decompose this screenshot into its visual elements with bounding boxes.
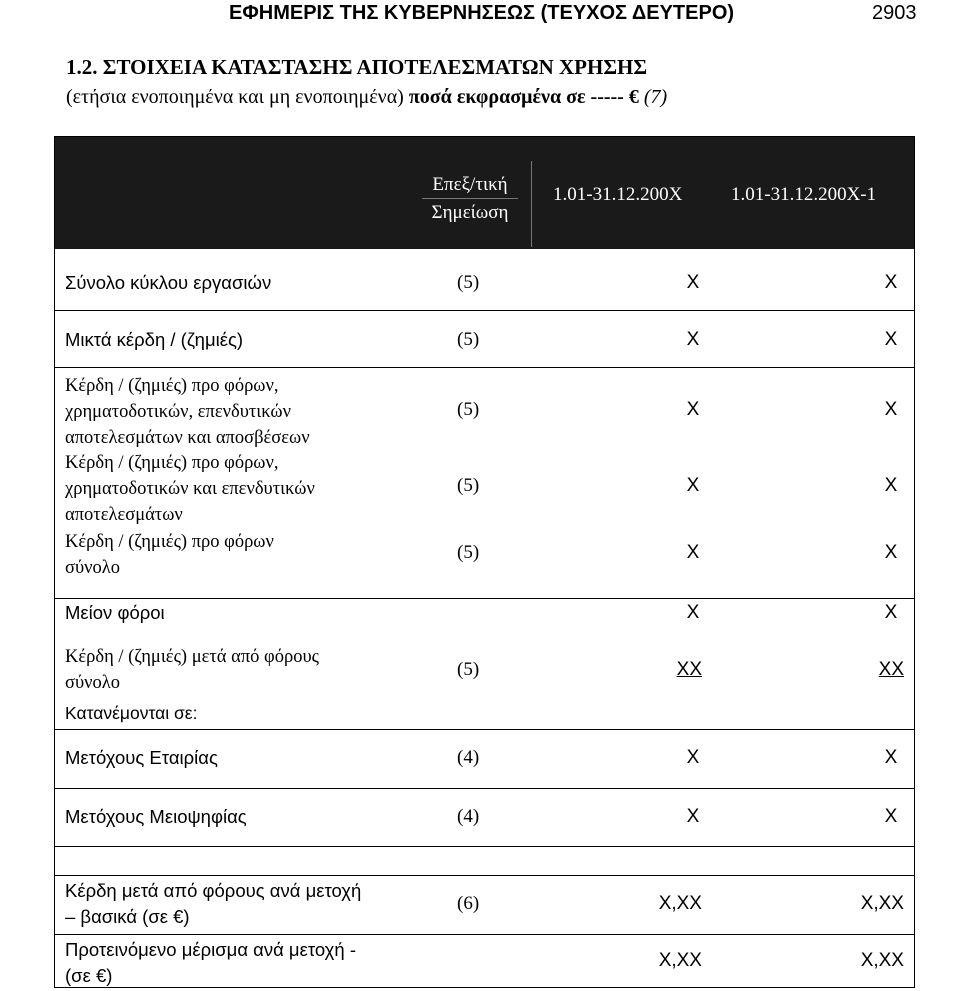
row-label (65, 644, 319, 696)
row-value-previous: Χ (884, 542, 898, 563)
row-value-current: Χ (686, 747, 700, 768)
row-note: (5) (457, 329, 480, 350)
row-label-line: Κέρδη / (ζημιές) μετά από φόρους (65, 647, 319, 667)
row-value-previous: Χ (884, 272, 898, 293)
row-note: (5) (457, 475, 480, 496)
row-value-current: Χ (686, 399, 700, 420)
row-divider (55, 729, 914, 730)
row-value-current: Χ (686, 806, 700, 827)
income-statement-table (54, 136, 915, 988)
row-value-previous: Χ (884, 806, 898, 827)
page-number: 2903 (872, 2, 917, 24)
row-sublabel: Κατανέμονται σε: (65, 703, 198, 723)
row-label-line: σύνολο (65, 558, 120, 578)
row-value-previous: Χ,ΧΧ (860, 893, 904, 914)
row-value-current: ΧΧ (676, 659, 702, 680)
row-label (65, 878, 361, 930)
section-subtitle (66, 86, 667, 109)
row-label-line: σύνολο (65, 673, 120, 693)
row-value-current: Χ (686, 602, 700, 623)
row-label-line: Κέρδη / (ζημιές) προ φόρων, (65, 376, 279, 396)
row-note: (4) (457, 806, 480, 827)
row-label-line: Κέρδη / (ζημιές) προ φόρων, (65, 453, 279, 473)
row-label-line: Κέρδη / (ζημιές) προ φόρων (65, 532, 274, 552)
header-note-line2: Σημείωση (431, 202, 509, 223)
row-value-previous: Χ (884, 475, 898, 496)
row-label (65, 529, 274, 581)
row-value-current: Χ (686, 475, 700, 496)
row-note: (6) (457, 893, 480, 914)
row-value-previous: ΧΧ (878, 659, 904, 680)
row-label-line: – βασικά (σε €) (65, 906, 190, 927)
header-period-previous: 1.01-31.12.200Χ-1 (731, 184, 877, 205)
header-note-column (422, 171, 518, 226)
section-title: 1.2. ΣΤΟΙΧΕΙΑ ΚΑΤΑΣΤΑΣΗΣ ΑΠΟΤΕΛΕΣΜΑΤΩΝ ΧΡΗΣΗΣ (66, 55, 648, 79)
row-note: (5) (457, 542, 480, 563)
row-value-previous: Χ (884, 747, 898, 768)
row-label (65, 937, 356, 989)
row-label: Μετόχους Εταιρίας (65, 747, 218, 768)
row-label: Μετόχους Μειοψηφίας (65, 806, 247, 827)
row-label: Σύνολο κύκλου εργασιών (65, 272, 272, 293)
row-value-current: Χ (686, 272, 700, 293)
row-label-line: Κέρδη μετά από φόρους ανά μετοχή (65, 880, 362, 901)
row-label-line: (σε €) (65, 965, 113, 986)
row-note: (4) (457, 747, 480, 768)
row-value-current: Χ (686, 542, 700, 563)
row-label (65, 373, 310, 451)
row-value-current: Χ (686, 329, 700, 350)
row-label: Μείον φόροι (65, 602, 165, 623)
table-header (55, 137, 914, 249)
row-divider (55, 310, 914, 311)
row-value-current: Χ,ΧΧ (658, 893, 702, 914)
row-value-previous: Χ,ΧΧ (860, 950, 904, 971)
gazette-header (0, 2, 960, 30)
row-value-current: Χ,ΧΧ (658, 950, 702, 971)
row-label-line: αποτελεσμάτων (65, 505, 183, 525)
row-value-previous: Χ (884, 399, 898, 420)
row-divider (55, 367, 914, 368)
row-divider (55, 788, 914, 789)
row-divider (55, 846, 914, 847)
header-period-current: 1.01-31.12.200Χ (553, 184, 683, 205)
subtitle-currency: ποσά εκφρασμένα σε ----- € (403, 86, 639, 108)
row-divider (55, 598, 914, 599)
row-note: (5) (457, 272, 480, 293)
row-label-line: χρηματοδοτικών και επενδυτικών (65, 479, 315, 499)
subtitle-footnote: (7) (638, 86, 668, 108)
row-divider (55, 934, 914, 935)
row-label-line: Προτεινόμενο μέρισμα ανά μετοχή - (65, 939, 356, 960)
row-note: (5) (457, 399, 480, 420)
gazette-title: ΕΦΗΜΕΡΙΣ ΤΗΣ ΚΥΒΕΡΝΗΣΕΩΣ (ΤΕΥΧΟΣ ΔΕΥΤΕΡΟ) (229, 2, 735, 24)
row-label-line: χρηματοδοτικών, επενδυτικών (65, 402, 291, 422)
row-label: Μικτά κέρδη / (ζημιές) (65, 329, 244, 350)
row-label-line: αποτελεσμάτων και αποσβέσεων (65, 428, 310, 448)
subtitle-scope: (ετήσια ενοποιημένα και μη ενοποιημένα) (66, 86, 404, 108)
row-value-previous: Χ (884, 602, 898, 623)
header-divider (531, 161, 532, 247)
header-note-line1: Επεξ/τική (422, 171, 518, 199)
row-divider (55, 875, 914, 876)
row-label (65, 450, 315, 528)
row-value-previous: Χ (884, 329, 898, 350)
row-note: (5) (457, 659, 480, 680)
